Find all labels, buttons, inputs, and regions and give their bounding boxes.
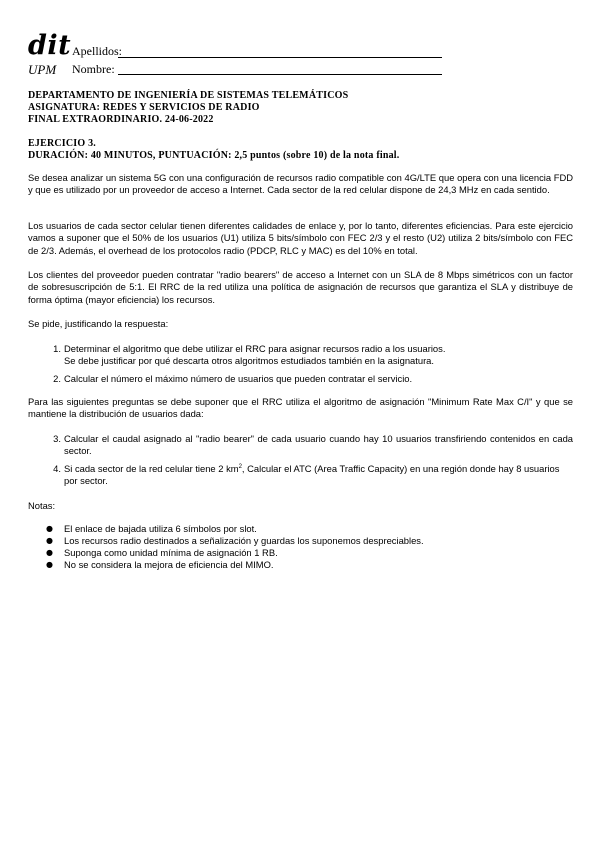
nombre-field[interactable] xyxy=(118,74,442,75)
note-item: No se considera la mejora de eficiencia del MIMO. xyxy=(64,559,274,570)
paragraph-clients: Los clientes del proveedor pueden contratar "radio bearers" de acceso a Internet con un SLA de 8 Mbps simétricos con un factor de sobresuscripción de 5:1. El RRC de la red utiliza una política de asignación de recursos que garantiza el SLA y distribuye de forma óptima (mayor eficiencia) los recursos. xyxy=(28,269,573,305)
note-item: Suponga como unidad mínima de asignación 1 RB. xyxy=(64,547,278,558)
department-title: DEPARTAMENTO DE INGENIERÍA DE SISTEMAS TELEMÁTICOS xyxy=(28,90,349,101)
nombre-label: Nombre: xyxy=(72,62,115,76)
exercise-duration: DURACIÓN: 40 MINUTOS, PUNTUACIÓN: 2,5 puntos (sobre 10) de la nota final. xyxy=(28,150,400,161)
question-number: 4. xyxy=(53,463,61,474)
question-4-superscript: 2 xyxy=(238,463,242,470)
bullet-icon: ● xyxy=(46,524,53,533)
bullet-icon: ● xyxy=(46,548,53,557)
question-4-text-start: Si cada sector de la red celular tiene 2 km xyxy=(64,463,239,474)
apellidos-label: Apellidos: xyxy=(72,44,122,58)
paragraph-intro: Se desea analizar un sistema 5G con una configuración de recursos radio compatible con 4G/LTE que opera con una licencia FDD y que es utilizado por un proveedor de acceso a Internet. Cada sector de la red celular dispone de 24,3 MHz en cada sentido. xyxy=(28,172,573,196)
apellidos-field[interactable] xyxy=(118,57,442,58)
question-4-text xyxy=(64,463,573,488)
question-3-text: Calcular el caudal asignado al "radio bearer" de cada usuario cuando hay 10 usuarios transfiriendo contenidos en cada sector. xyxy=(64,433,573,457)
paragraph-users: Los usuarios de cada sector celular tienen diferentes calidades de enlace y, por lo tanto, diferentes eficiencias. Para este ejercicio vamos a suponer que el 50% de los usuarios (U1) utiliza 5 bits/símbolo con FEC 2/3 y el resto (U2) utiliza 2 bits/símbolo con FEC de 2/3. Además, el overhead de los protocolos radio (PDCP, RLC y MAC) es del 10% en total. xyxy=(28,220,573,256)
bullet-icon: ● xyxy=(46,560,53,569)
note-item: Los recursos radio destinados a señalización y guardas los suponemos despreciables. xyxy=(64,535,424,546)
upm-logo: UPM xyxy=(28,62,57,77)
note-item: El enlace de bajada utiliza 6 símbolos por slot. xyxy=(64,523,257,534)
exercise-title: EJERCICIO 3. xyxy=(28,138,96,149)
exam-date: FINAL EXTRAORDINARIO. 24-06-2022 xyxy=(28,114,214,125)
question-1-line2: Se debe justificar por qué descarta otros algoritmos estudiados también en la asignatura. xyxy=(64,355,435,366)
notes-title: Notas: xyxy=(28,500,56,511)
paragraph-assumptions: Para las siguientes preguntas se debe suponer que el RRC utiliza el algoritmo de asignación "Minimum Rate Max C/I" y que se mantiene la distribución de usuarios dada: xyxy=(28,396,573,420)
dit-logo: dit xyxy=(28,30,72,61)
bullet-icon: ● xyxy=(46,536,53,545)
question-2-text: Calcular el número el máximo número de usuarios que pueden contratar el servicio. xyxy=(64,373,413,384)
question-number: 3. xyxy=(53,433,61,444)
question-number: 2. xyxy=(53,373,61,384)
subject-title: ASIGNATURA: REDES Y SERVICIOS DE RADIO xyxy=(28,102,260,113)
question-4-text-end: , Calcular el ATC (Area Traffic Capacity) en una región donde hay 8 usuarios por sector. xyxy=(64,463,560,487)
paragraph-request: Se pide, justificando la respuesta: xyxy=(28,318,169,329)
question-1-line1: Determinar el algoritmo que debe utilizar el RRC para asignar recursos radio a los usuarios. xyxy=(64,343,446,354)
question-number: 1. xyxy=(53,343,61,354)
